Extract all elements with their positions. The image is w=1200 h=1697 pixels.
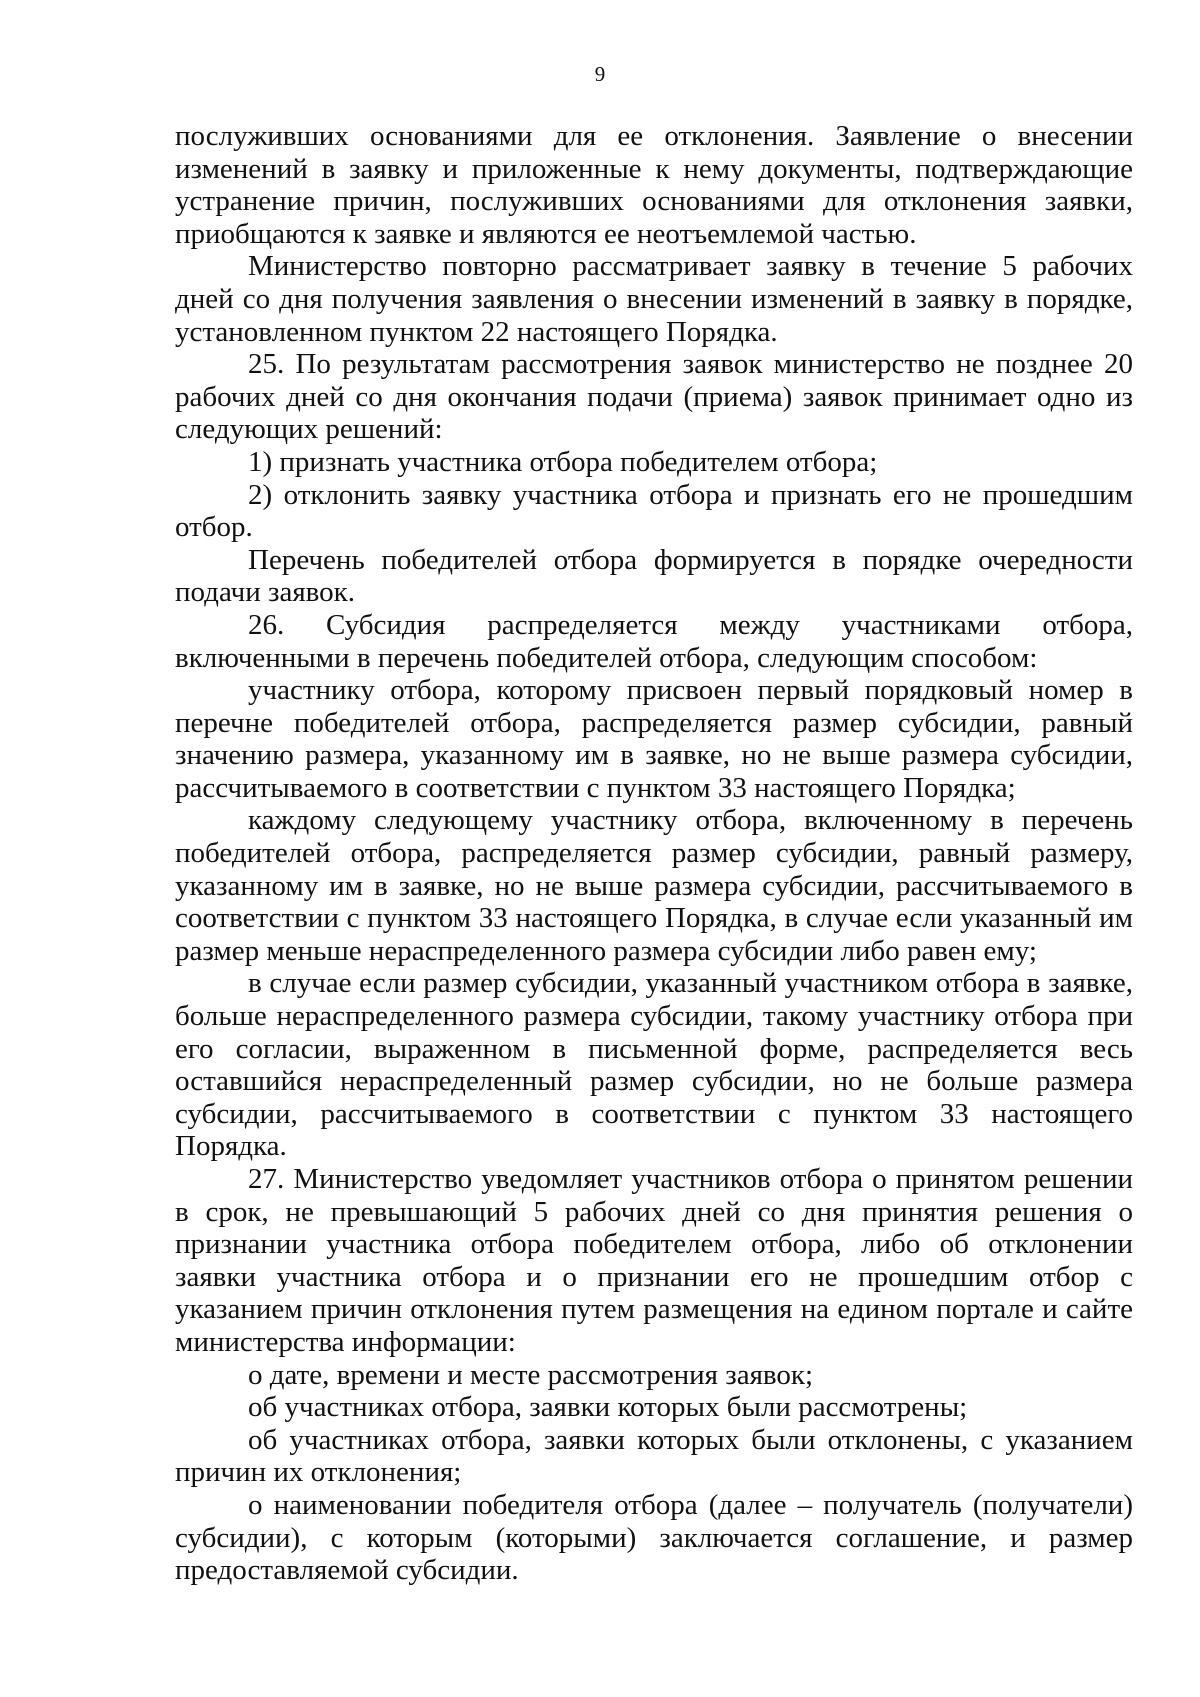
document-body [175, 120, 1133, 1587]
paragraph: каждому следующему участнику отбора, включенному в перечень победителей отбора, распределяется размер субсидии, равный размеру, указанному им в заявке, но не выше размера субсидии, рассчитываемого в соответствии с пунктом 33 настоящего Порядка, в случае если указанный им размер меньше нераспределенного размера субсидии либо равен ему; [175, 804, 1133, 967]
paragraph: об участниках отбора, заявки которых были рассмотрены; [248, 1391, 968, 1424]
paragraph: 25. По результатам рассмотрения заявок министерство не позднее 20 рабочих дней со дня окончания подачи (приема) заявок принимает одно из следующих решений: [175, 348, 1133, 446]
paragraph: 27. Министерство уведомляет участников отбора о принятом решении в срок, не превышающий 5 рабочих дней со дня принятия решения о признании участника отбора победителем отбора, либо об отклонении заявки участника отбора и о признании его не прошедшим отбор с указанием причин отклонения путем размещения на едином портале и сайте министерства информации: [175, 1163, 1133, 1358]
paragraph: 2) отклонить заявку участника отбора и признать его не прошедшим отбор. [175, 478, 1133, 544]
paragraph: о наименовании победителя отбора (далее – получатель (получатели) субсидии), с которым (которыми) заключается соглашение, и размер предоставляемой субсидии. [175, 1488, 1133, 1587]
paragraph: участнику отбора, которому присвоен первый порядковый номер в перечне победителей отбора, распределяется размер субсидии, равный значению размера, указанному им в заявке, но не выше размера субсидии, рассчитываемого в соответствии с пунктом 33 настоящего Порядка; [175, 674, 1133, 804]
paragraph: 1) признать участника отбора победителем отбора; [248, 445, 878, 478]
paragraph: о дате, времени и месте рассмотрения заявок; [248, 1358, 814, 1391]
page-number: 9 [594, 62, 606, 86]
paragraph: в случае если размер субсидии, указанный участником отбора в заявке, больше нераспределенного размера субсидии, такому участнику отбора при его согласии, выраженном в письменной форме, распределяется весь оставшийся нераспределенный размер субсидии, но не больше размера субсидии, рассчитываемого в соответствии с пунктом 33 настоящего Порядка. [175, 967, 1133, 1163]
paragraph: 26. Субсидия распределяется между участниками отбора, включенными в перечень победителей отбора, следующим способом: [175, 608, 1133, 674]
paragraph: послуживших основаниями для ее отклонения. Заявление о внесении изменений в заявку и приложенные к нему документы, подтверждающие устранение причин, послуживших основаниями для отклонения заявки, приобщаются к заявке и являются ее неотъемлемой частью. [175, 120, 1133, 250]
paragraph: Перечень победителей отбора формируется в порядке очередности подачи заявок. [175, 543, 1133, 609]
paragraph: об участниках отбора, заявки которых были отклонены, с указанием причин их отклонения; [175, 1423, 1133, 1489]
paragraph: Министерство повторно рассматривает заявку в течение 5 рабочих дней со дня получения заявления о внесении изменений в заявку в порядке, установленном пунктом 22 настоящего Порядка. [175, 250, 1133, 348]
